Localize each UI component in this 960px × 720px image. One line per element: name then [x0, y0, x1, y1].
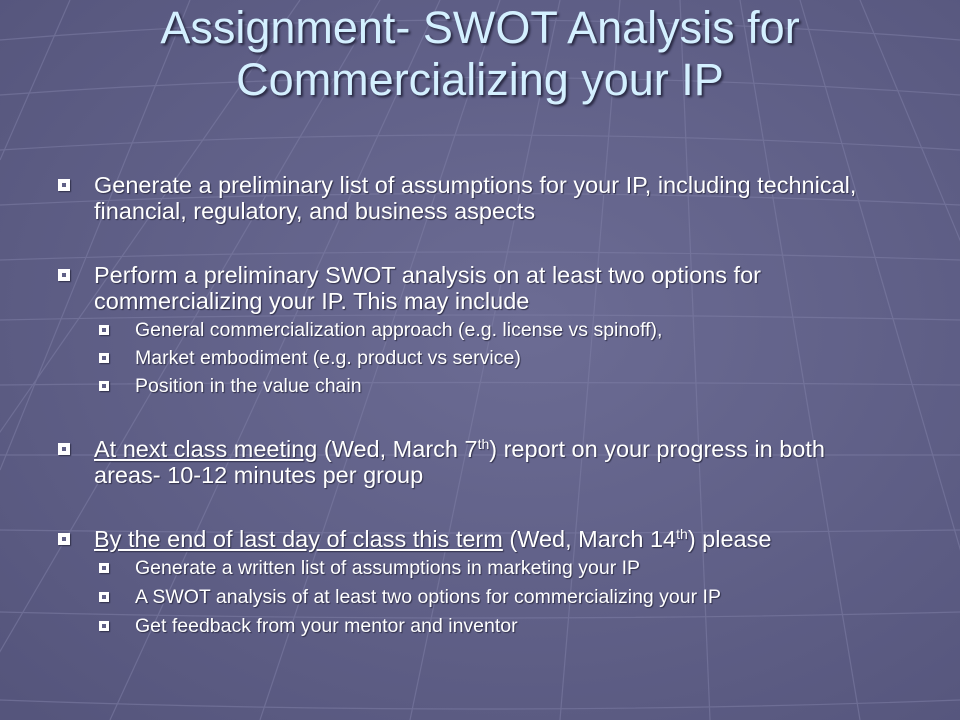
sub-bullet-text: A SWOT analysis of at least two options for commercializing your IP	[135, 586, 721, 608]
underlined-phrase: At next class meeting	[94, 436, 318, 462]
sub-bullet-text: Get feedback from your mentor and inventor	[135, 615, 518, 637]
bullet-next-class	[58, 436, 858, 488]
bullet-end-of-term	[58, 526, 858, 552]
sub-bullet-text: Generate a written list of assumptions in marketing your IP	[135, 557, 641, 579]
square-bullet-icon	[99, 592, 109, 602]
square-bullet-icon	[58, 443, 70, 455]
square-bullet-icon	[99, 353, 109, 363]
sub-bullet-swot-options	[99, 586, 859, 608]
sub-bullet-approach	[99, 319, 859, 341]
square-bullet-icon	[99, 563, 109, 573]
square-bullet-icon	[58, 269, 70, 281]
square-bullet-icon	[99, 381, 109, 391]
bullet-text: Perform a preliminary SWOT analysis on at least two options for commercializing your IP. This may include	[94, 262, 761, 314]
bullet-assumptions	[58, 172, 858, 224]
bullet-text: By the end of last day of class this term (Wed, March 14th) please	[94, 526, 772, 552]
sub-bullet-text: Market embodiment (e.g. product vs service)	[135, 347, 521, 369]
bullet-text: Generate a preliminary list of assumptions for your IP, including technical, financial, regulatory, and business aspects	[94, 172, 857, 224]
sub-bullet-text: Position in the value chain	[135, 375, 362, 397]
sub-bullet-feedback	[99, 615, 859, 637]
underlined-phrase: By the end of last day of class this term	[94, 526, 503, 552]
square-bullet-icon	[99, 621, 109, 631]
square-bullet-icon	[58, 179, 70, 191]
square-bullet-icon	[58, 533, 70, 545]
sub-bullet-embodiment	[99, 347, 859, 369]
sub-bullet-text: General commercialization approach (e.g. license vs spinoff),	[135, 319, 663, 341]
sub-bullet-written-list	[99, 557, 859, 579]
slide-title: Assignment- SWOT Analysis for Commercializing your IP	[160, 2, 800, 105]
square-bullet-icon	[99, 325, 109, 335]
bullet-swot	[58, 262, 858, 314]
bullet-text: At next class meeting (Wed, March 7th) report on your progress in both areas- 10-12 minutes per group	[94, 436, 825, 488]
sub-bullet-value-chain	[99, 375, 859, 397]
